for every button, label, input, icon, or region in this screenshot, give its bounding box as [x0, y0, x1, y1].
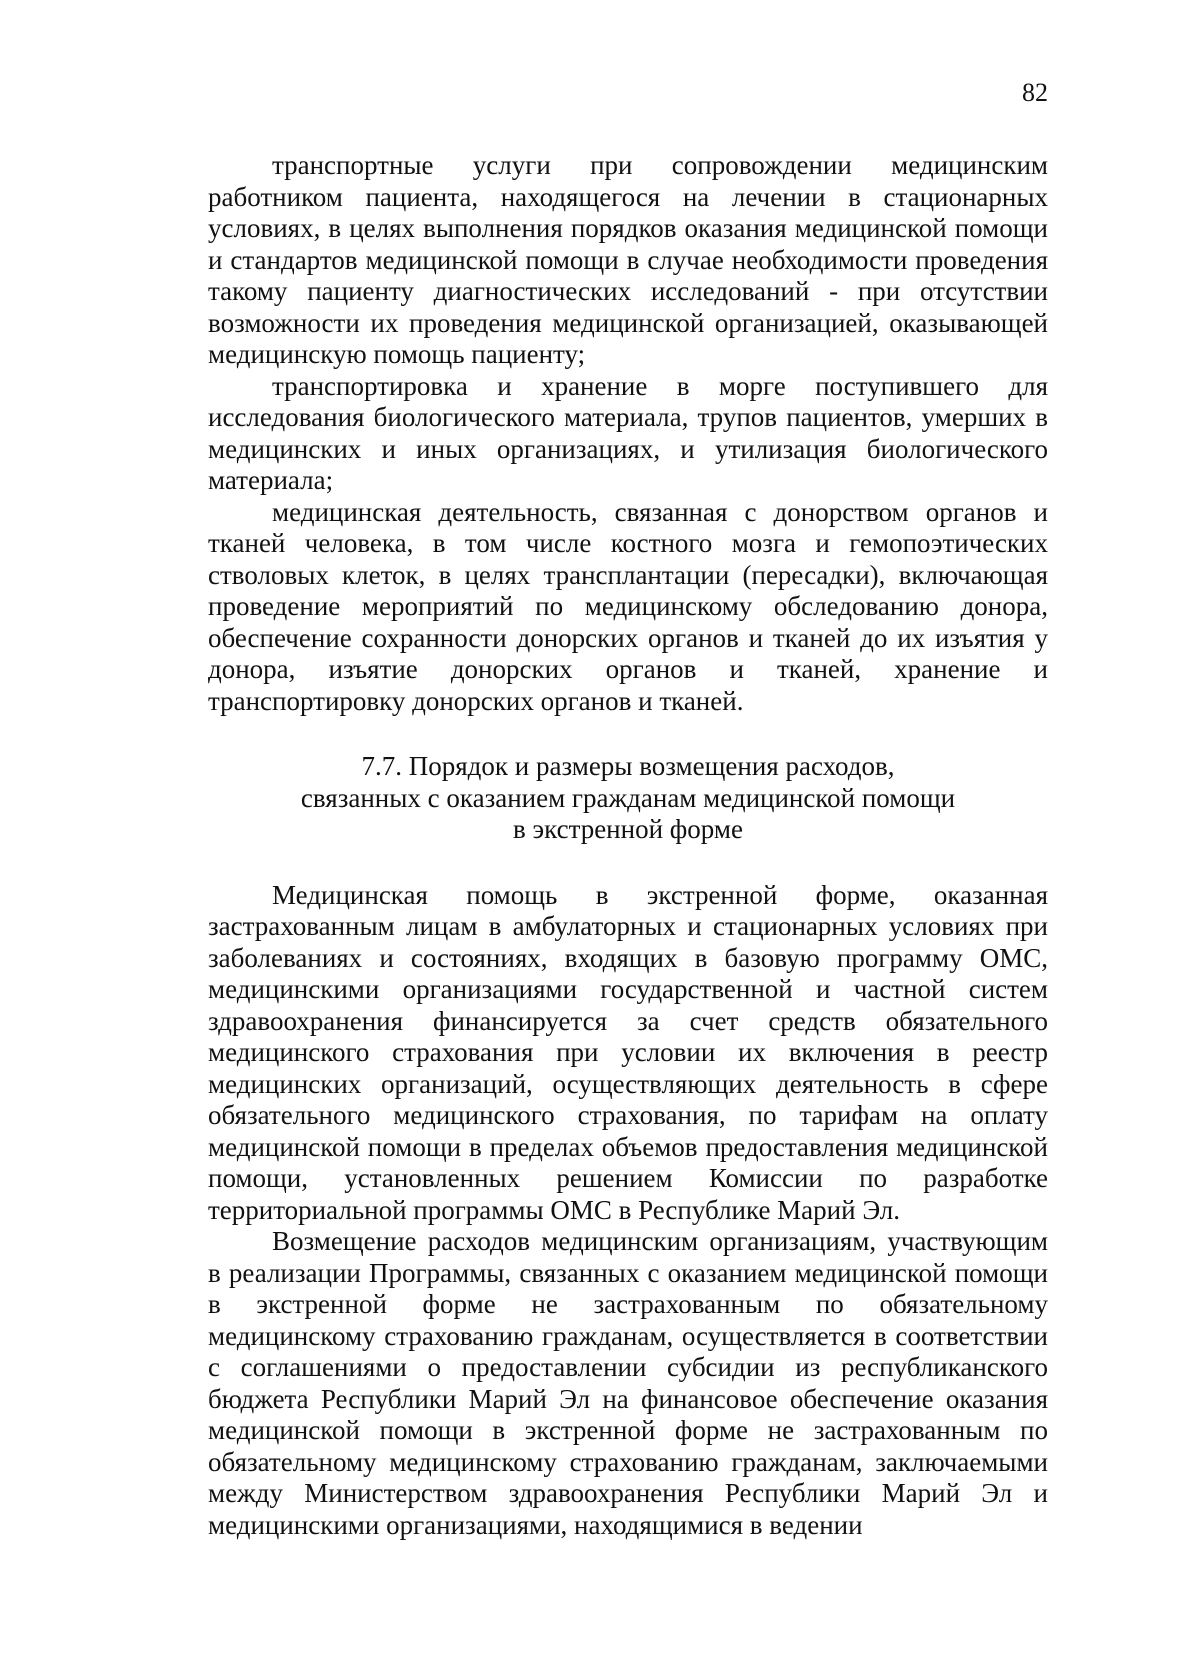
paragraph-organ-donation: медицинская деятельность, связанная с донорством органов и тканей человека, в том числе костного мозга и гемопоэтических стволовых клеток, в целях трансплантации (пересадки), включающая проведение мероприятий по медицинскому обследованию донора, обеспечение сохранности донорских органов и тканей до их изъятия у донора, изъятие донорских органов и тканей, хранение и транспортировку донорских органов и тканей.: [208, 496, 1048, 716]
page-number: 82: [1022, 78, 1048, 107]
paragraph-transport-services: транспортные услуги при сопровождении медицинским работником пациента, находящегося на лечении в стационарных условиях, в целях выполнения порядков оказания медицинской помощи и стандартов медицинской помощи в случае необходимости проведения такому пациенту диагностических исследований - при отсутствии возможности их проведения медицинской организацией, оказывающей медицинскую помощь пациенту;: [208, 150, 1048, 369]
paragraph-emergency-care: Медицинская помощь в экстренной форме, оказанная застрахованным лицам в амбулаторных и стационарных условиях при заболеваниях и состояниях, входящих в базовую программу ОМС, медицинскими организациями государственной и частной систем здравоохранения финансируется за счет средств обязательного медицинского страхования при условии их включения в реестр медицинских организаций, осуществляющих деятельность в сфере обязательного медицинского страхования, по тарифам на оплату медицинской помощи в пределах объемов предоставления медицинской помощи, установленных решением Комиссии по разработке территориальной программы ОМС в Республике Марий Эл.: [208, 879, 1048, 1225]
section-heading: [208, 751, 1048, 846]
section-heading-line-3: в экстренной форме: [513, 814, 743, 844]
paragraph-reimbursement: Возмещение расходов медицинским организациям, участвующим в реализации Программы, связанных с оказанием медицинской помощи в экстренной форме не застрахованным по обязательному медицинскому страхованию гражданам, осуществляется в соответствии с соглашениями о предоставлении субсидии из республиканского бюджета Республики Марий Эл на финансовое обеспечение оказания медицинской помощи в экстренной форме не застрахованным по обязательному медицинскому страхованию гражданам, заключаемыми между Министерством здравоохранения Республики Марий Эл и медицинскими организациями, находящимися в ведении: [208, 1226, 1048, 1540]
section-heading-line-2: связанных с оказанием гражданам медицинской помощи: [300, 782, 956, 813]
section-heading-line-1: 7.7. Порядок и размеры возмещения расходов,: [361, 751, 895, 781]
paragraph-morgue-storage: транспортировка и хранение в морге поступившего для исследования биологического материала, трупов пациентов, умерших в медицинских и иных организациях, и утилизация биологического материала;: [208, 370, 1048, 495]
document-body: [208, 150, 1048, 1541]
